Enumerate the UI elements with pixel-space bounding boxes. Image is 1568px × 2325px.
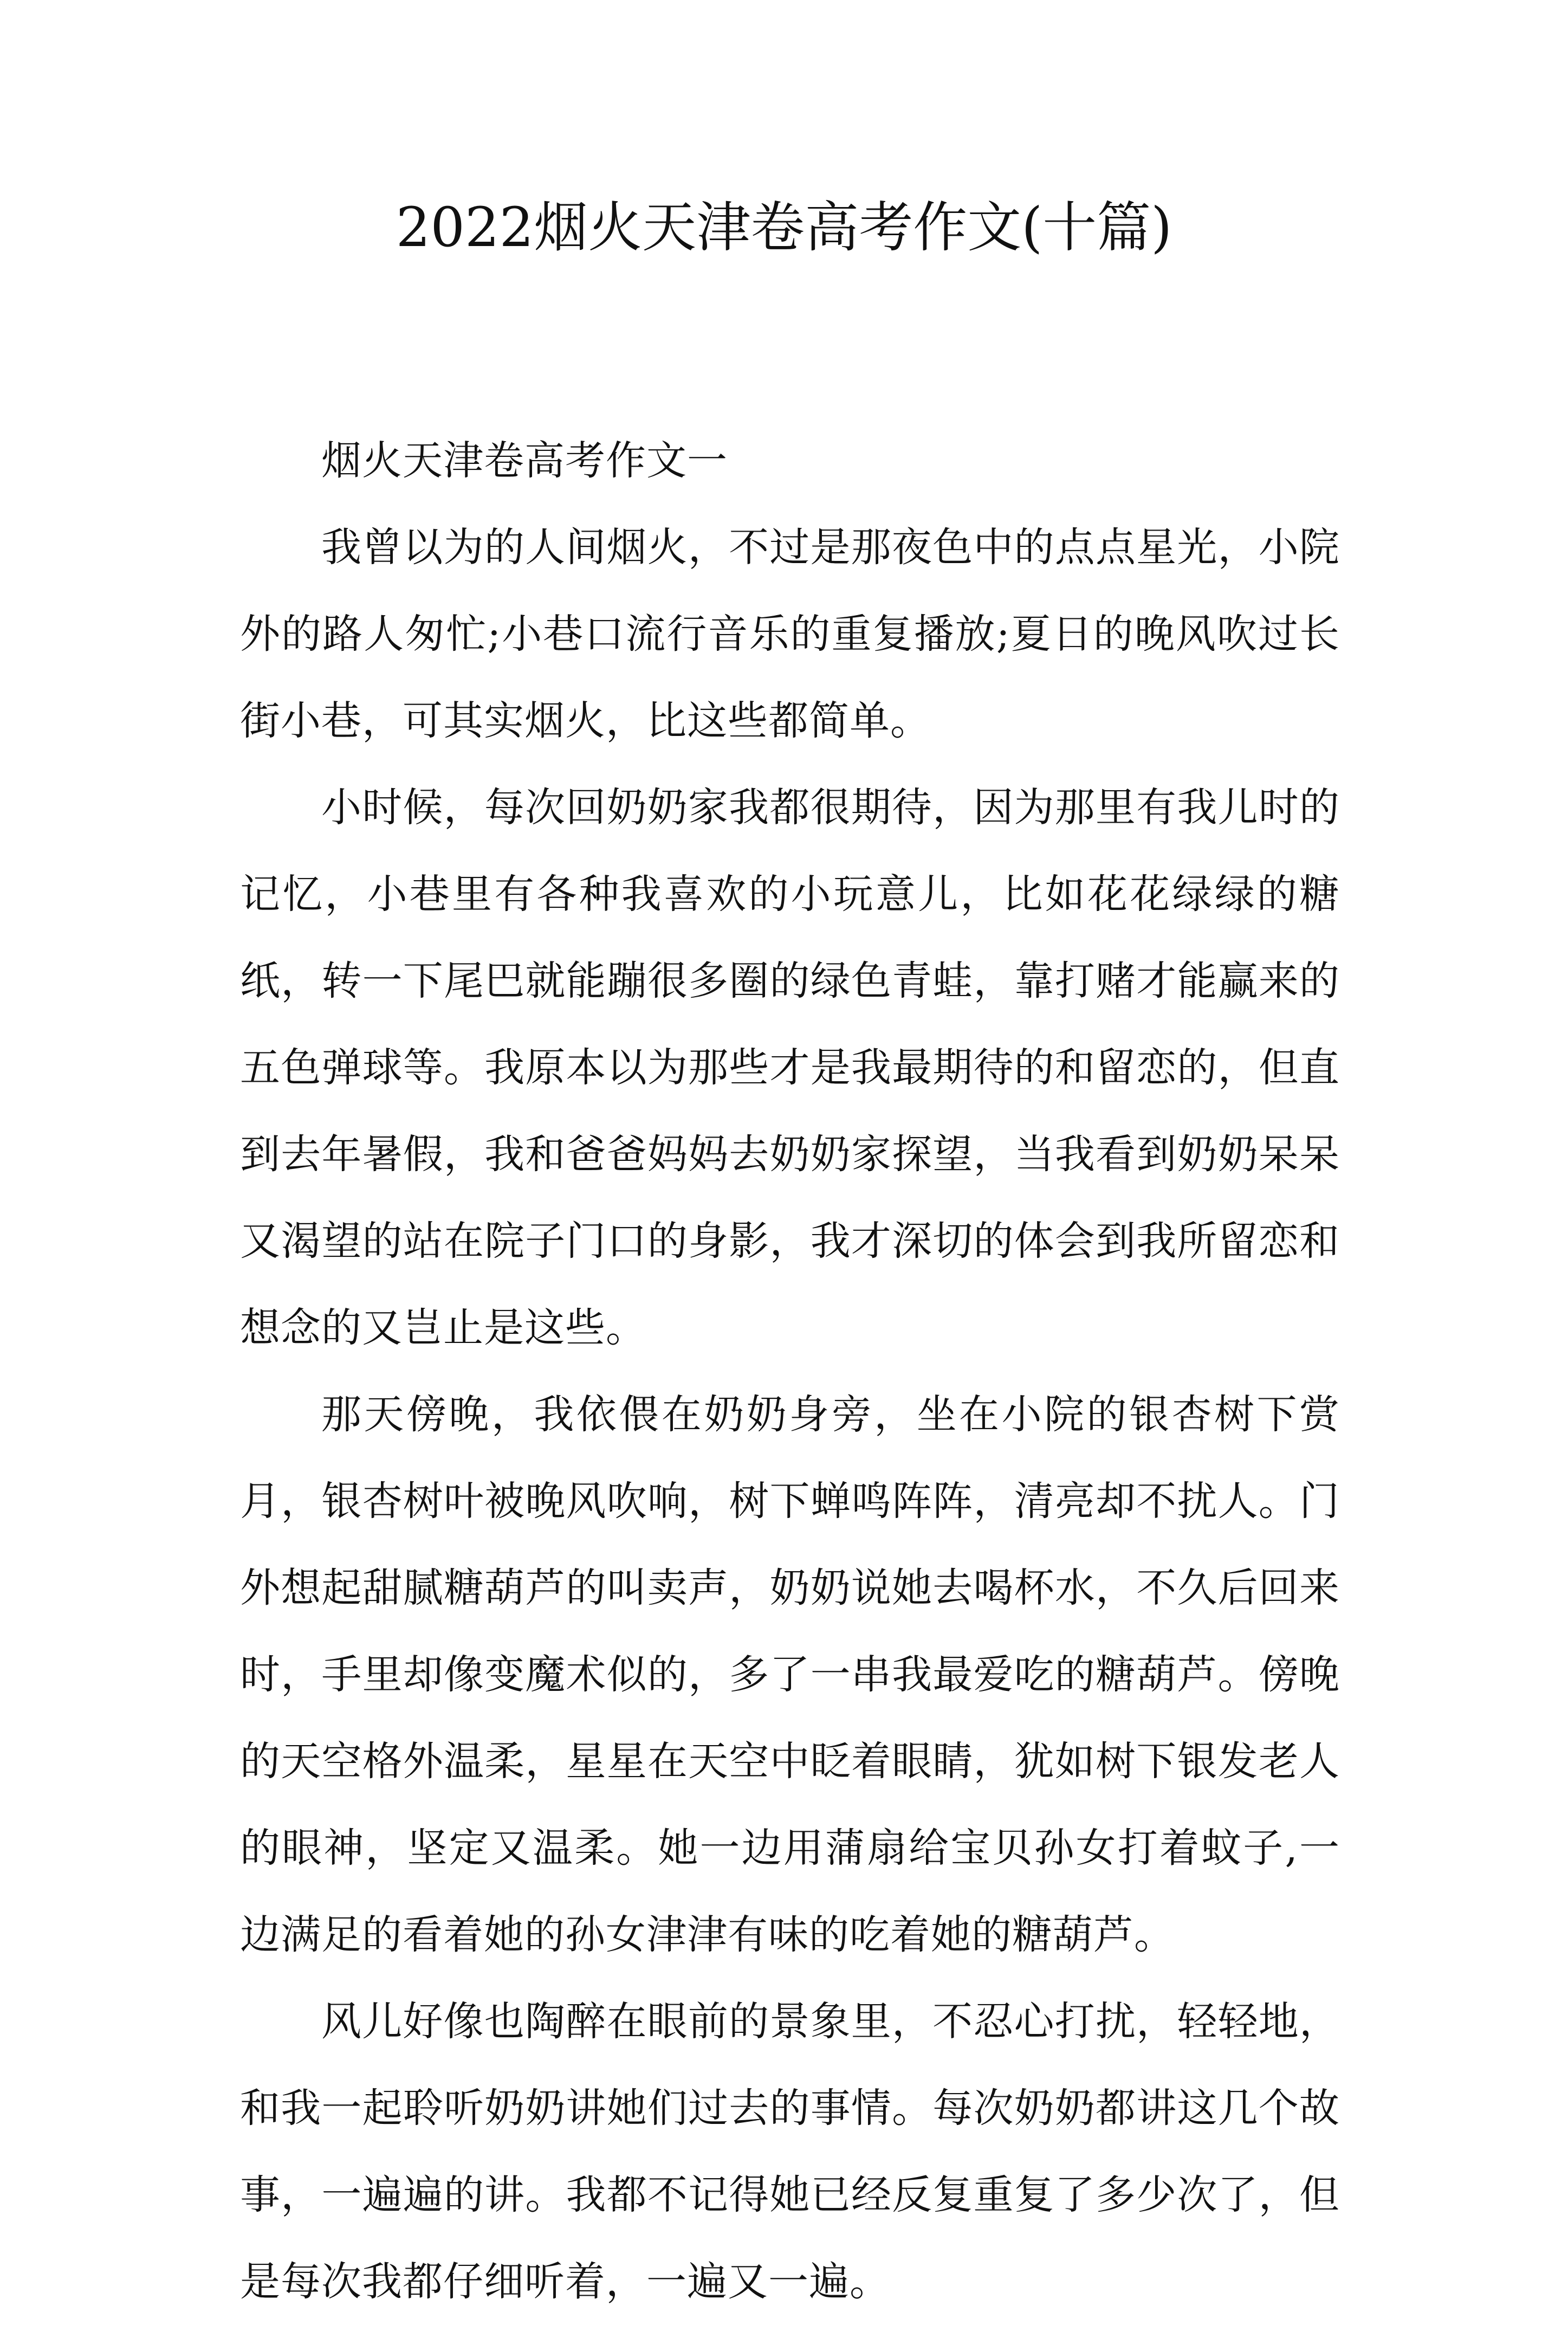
paragraph: 那天傍晚，我依偎在奶奶身旁，坐在小院的银杏树下赏月，银杏树叶被晚风吹响，树下蝉鸣阵阵，清亮却不扰人。门外想起甜腻糖葫芦的叫卖声，奶奶说她去喝杯水，不久后回来时，手里却像变魔术似的，多了一串我最爱吃的糖葫芦。傍晚的天空格外温柔，星星在天空中眨着眼睛，犹如树下银发老人的眼神，坚定又温柔。她一边用蒲扇给宝贝孙女打着蚊子,一边满足的看着她的孙女津津有味的吃着她的糖葫芦。 [240,1391,1340,1958]
paragraph: 风儿好像也陶醉在眼前的景象里，不忍心打扰，轻轻地，和我一起聆听奶奶讲她们过去的事情。每次奶奶都讲这几个故事，一遍遍的讲。我都不记得她已经反复重复了多少次了，但是每次我都仔细听着，一遍又一遍。 [240,1998,1340,2305]
paragraph: 小时候，每次回奶奶家我都很期待，因为那里有我儿时的记忆，小巷里有各种我喜欢的小玩意儿，比如花花绿绿的糖纸，转一下尾巴就能蹦很多圈的绿色青蛙，靠打赌才能赢来的五色弹球等。我原本以为那些才是我最期待的和留恋的，但直到去年暑假，我和爸爸妈妈去奶奶家探望，当我看到奶奶呆呆又渴望的站在院子门口的身影，我才深切的体会到我所留恋和想念的又岂止是这些。 [240,784,1340,1351]
paragraph: 我曾以为的人间烟火，不过是那夜色中的点点星光，小院外的路人匆忙;小巷口流行音乐的重复播放;夏日的晚风吹过长街小巷，可其实烟火，比这些都简单。 [240,524,1340,744]
document-title: 2022烟火天津卷高考作文(十篇) [396,196,1172,259]
section-heading: 烟火天津卷高考作文一 [321,437,728,484]
document-body [240,417,1340,2325]
